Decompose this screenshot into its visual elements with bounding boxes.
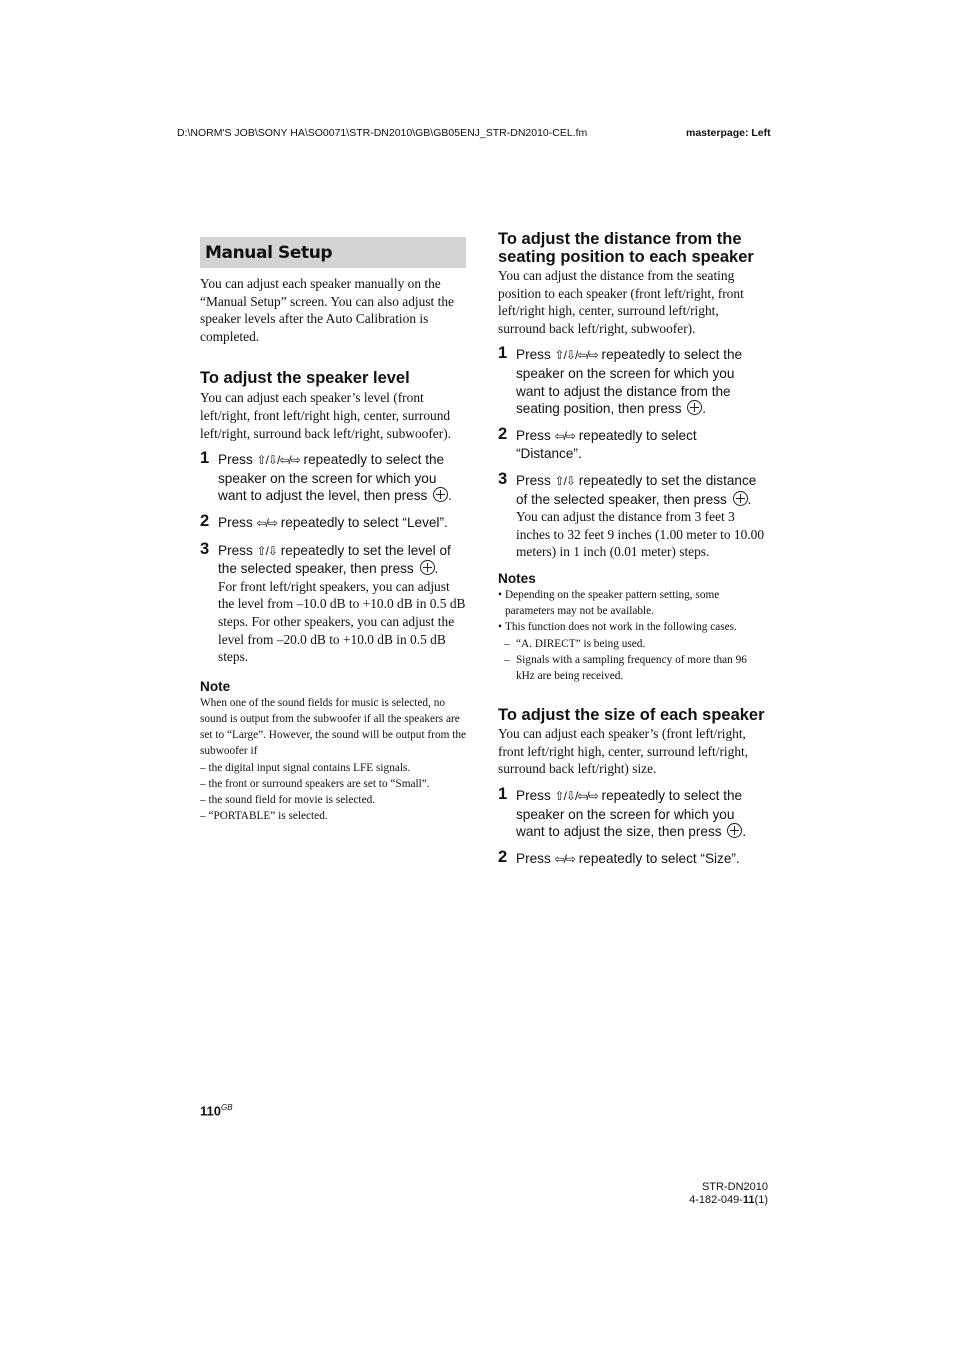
note-item: – the sound field for movie is selected. [200,793,376,806]
intro-text: You can adjust each speaker manually on the “Manual Setup” screen. You can also adjust the speaker levels after the Auto Calibration is completed. [200,276,454,344]
distance-heading: To adjust the distance from the seating position to each speaker [498,230,754,266]
speaker-level-step-1: 1 Press ⇧/⇩/⇦/⇨ repeatedly to select the speaker on the screen for which you want to adjust the level, then press . [200,449,452,504]
arrow-keys-icon: ⇧/⇩/⇦/⇨ [554,788,598,803]
enter-button-icon [733,491,748,506]
size-step-1: 1 Press ⇧/⇩/⇦/⇨ repeatedly to select the speaker on the screen for which you want to adjust the size, then press . [498,784,747,840]
model-code: STR-DN2010 4-182-049-11(1) [689,1181,768,1206]
arrow-keys-icon: ⇧/⇩/⇦/⇨ [554,348,598,363]
enter-button-icon [420,560,435,575]
note-heading: Note [200,678,231,694]
arrow-keys-icon: ⇦/⇨ [554,428,575,443]
distance-step-3: 3 Press ⇧/⇩ repeatedly to set the distance of the selected speaker, then press . You can adjust the distance from 3 feet 3 inches to 32 feet 9 inches (1.00 meter to 10.00 meters) in 1 inch (0.01 meter) steps. [498,469,765,560]
notes-subitem: – “A. DIRECT” is being used. [498,636,766,652]
size-heading: To adjust the size of each speaker [498,706,765,725]
speaker-level-step-2: 2 Press ⇦/⇨ repeatedly to select “Level”. [200,511,448,530]
note-body: When one of the sound fields for music is selected, no sound is output from the subwoofer if all the speakers are set to “Large”. However, the sound will be output from the subwoofer if [200,696,467,758]
note-item: – the digital input signal contains LFE signals. [200,761,411,774]
distance-body: You can adjust the distance from the seating position to each speaker (front left/right, front left/right high, center, surround left/right, surround back left/right, subwoofer). [498,268,744,336]
enter-button-icon [727,823,742,838]
distance-step-3-detail: You can adjust the distance from 3 feet 3 inches to 32 feet 9 inches (1.00 meter to 10.00 meters) in 1 inch (0.01 meter) steps. [516,509,765,560]
arrow-keys-icon: ⇦/⇨ [554,851,575,866]
speaker-level-body: You can adjust each speaker’s level (front left/right, front left/right high, center, surround left/right, surround back left/right, subwoofer). [200,390,452,441]
arrow-keys-icon: ⇦/⇨ [256,515,277,530]
notes-item: • Depending on the speaker pattern setting, some parameters may not be available. [498,587,766,619]
right-column [498,230,766,868]
note-item: – “PORTABLE” is selected. [200,810,328,823]
distance-step-1: 1 Press ⇧/⇩/⇦/⇨ repeatedly to select the speaker on the screen for which you want to adjust the distance from the seating position, then press . [498,344,743,417]
note-item: – the front or surround speakers are set to “Small”. [200,777,430,790]
file-path: D:\NORM'S JOB\SONY HA\SO0071\STR-DN2010\GB\GB05ENJ_STR-DN2010-CEL.fm [177,127,588,139]
speaker-level-heading: To adjust the speaker level [200,369,410,388]
notes-item: • This function does not work in the following cases. [498,619,766,635]
section-banner: Manual Setup [200,237,466,268]
enter-button-icon [433,487,448,502]
left-column [200,237,468,824]
arrow-keys-icon: ⇧/⇩ [554,473,575,488]
enter-button-icon [687,400,702,415]
page-number: $110^{GB}$ [200,1103,233,1119]
size-body: You can adjust each speaker’s (front left/right, front left/right high, center, surround left/right, surround back left/right) size. [498,726,749,777]
distance-step-2: 2 Press ⇦/⇨ repeatedly to select “Distance”. [498,424,697,462]
size-step-2: 2 Press ⇦/⇨ repeatedly to select “Size”. [498,847,740,866]
masterpage-label: masterpage: Left [686,127,771,139]
speaker-level-step-3-detail: For front left/right speakers, you can adjust the level from –10.0 dB to +10.0 dB in 0.5 dB steps. For other speakers, you can adjust the level from –20.0 dB to +10.0 dB in 0.5 dB steps. [218,578,466,665]
arrow-keys-icon: ⇧/⇩ [256,543,277,558]
arrow-keys-icon: ⇧/⇩/⇦/⇨ [256,453,300,468]
speaker-level-step-3: 3 Press ⇧/⇩ repeatedly to set the level of the selected speaker, then press . For front left/right speakers, you can adjust the level from –10.0 dB to +10.0 dB in 0.5 dB steps. For other speakers, you can adjust the level from –20.0 dB to +10.0 dB in 0.5 dB steps. [200,542,468,666]
notes-heading: Notes [498,570,536,586]
notes-subitem: – Signals with a sampling frequency of more than 96 kHz are being received. [498,652,766,684]
